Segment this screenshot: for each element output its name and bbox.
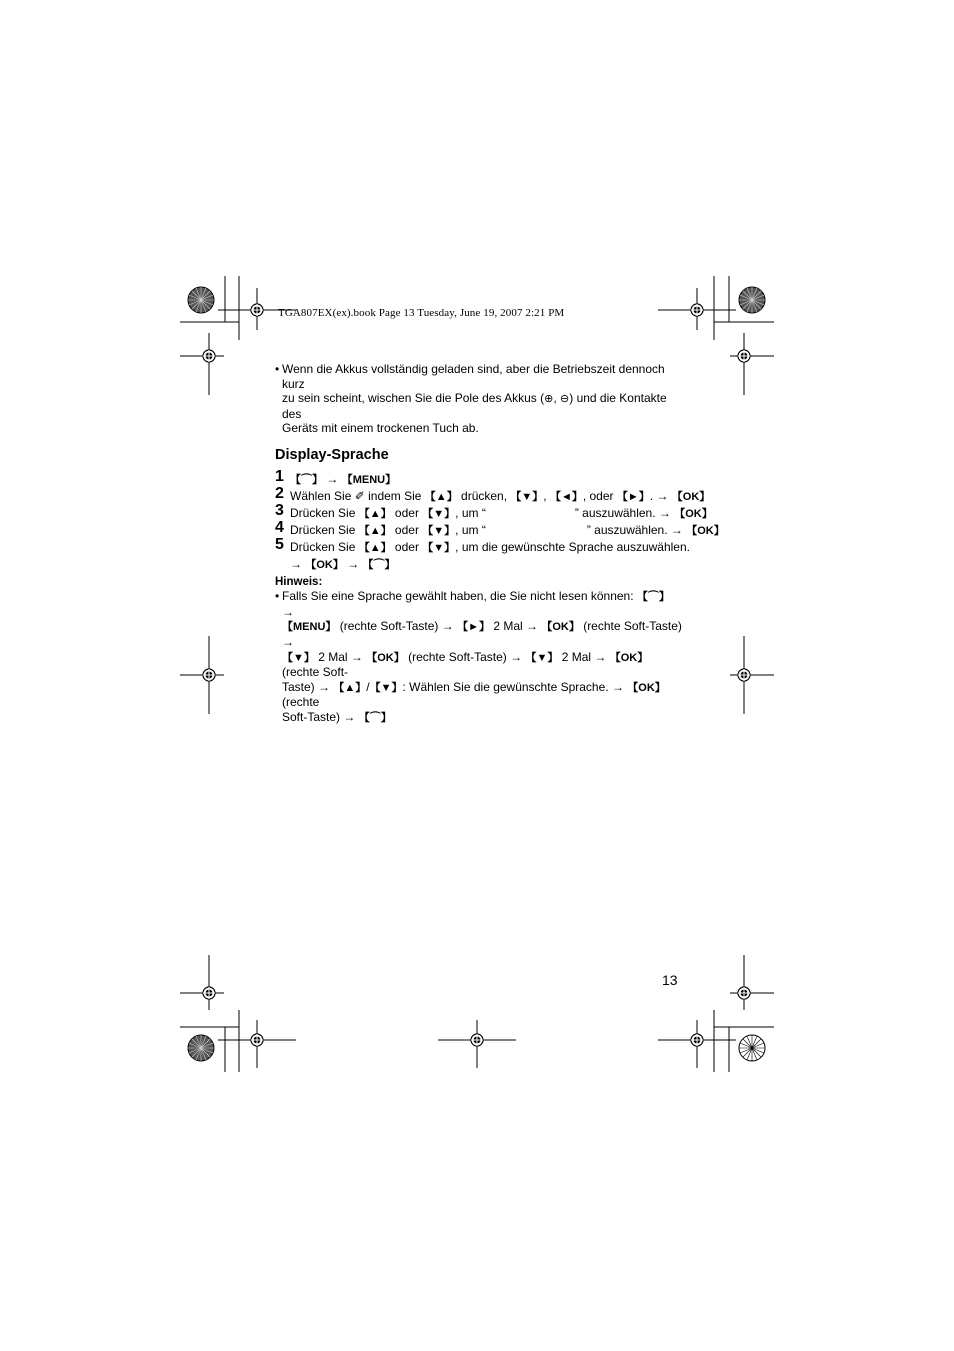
key-label: 【 [358, 507, 370, 520]
text-run: ) und die Kontakte des [282, 391, 667, 421]
key-label: 】 [325, 621, 337, 634]
ok-key: OK [638, 681, 655, 694]
arrow-icon: → [594, 649, 607, 664]
up-key: ▲ [344, 681, 356, 694]
key-label: 】 [701, 507, 713, 520]
arrow-icon: → [658, 505, 671, 520]
text-run: (rechte Soft- [282, 665, 349, 680]
text-run: Drücken Sie [290, 539, 359, 554]
key-label: 【 [369, 681, 381, 694]
key-label: 】 [446, 490, 458, 503]
key-label: 【 [362, 558, 374, 571]
step-2 [275, 484, 711, 505]
right-key: ► [468, 621, 479, 634]
arrow-icon: → [347, 556, 360, 571]
menu-key: MENU [293, 621, 326, 634]
key-label: 【 [424, 490, 436, 503]
key-label: 【 [525, 651, 537, 664]
text-run: (rechte [282, 695, 320, 710]
arrow-icon: → [670, 522, 683, 537]
up-key: ▲ [369, 524, 381, 537]
down-key: ▼ [293, 651, 304, 664]
key-label: 】 [380, 711, 392, 724]
text-run: Taste) [282, 679, 319, 694]
page-number: 13 [662, 972, 678, 988]
arrow-icon: → [343, 709, 356, 724]
text-run: : Wählen Sie die gewünschte Sprache. [402, 679, 612, 694]
key-label: 【 [616, 490, 628, 503]
step-1 [275, 467, 685, 488]
arrow-icon: → [441, 619, 454, 634]
text-run: , [553, 391, 561, 406]
ok-key: OK [697, 524, 714, 537]
key-label: 【 [305, 558, 317, 571]
text-run: 4 [275, 518, 284, 536]
section-title: Display-Sprache [275, 446, 389, 463]
arrow-icon: → [350, 649, 363, 664]
key-label: 】 [532, 490, 544, 503]
down-key: ▼ [433, 507, 445, 520]
key-label: 】 [384, 558, 396, 571]
key-label: 】 [568, 621, 580, 634]
text-run: oder [391, 522, 423, 537]
text-run: (rechte Soft-Taste) [404, 649, 511, 664]
text-run: (rechte Soft-Taste) [579, 619, 682, 634]
key-label: 】 [547, 651, 559, 664]
ok-key: OK [377, 651, 394, 664]
settings-icon: ✐ [354, 488, 365, 503]
ok-key: OK [620, 651, 638, 664]
text-run: indem Sie [364, 488, 425, 503]
text-run: , um “ [455, 522, 486, 537]
key-label: 【 [282, 621, 293, 634]
key-label: 】 [312, 473, 323, 486]
key-label: 【 [636, 591, 648, 604]
text-run: 2 Mal [490, 619, 527, 634]
key-label: 】 [713, 524, 725, 537]
key-label: 【 [358, 524, 370, 537]
key-label: 】 [638, 490, 650, 503]
text-run: drücken, [457, 488, 511, 503]
up-key: ▲ [369, 541, 381, 554]
text-run: ” auszuwählen. [586, 522, 671, 537]
key-label: 】 [444, 524, 456, 537]
key-label: 【 [674, 507, 686, 520]
down-key: ▼ [380, 681, 392, 694]
key-label: 【 [549, 490, 561, 503]
key-label: 【 [290, 473, 301, 486]
text-run: , um “ [455, 505, 486, 520]
key-label: 【 [341, 473, 353, 486]
key-label: 】 [479, 621, 490, 634]
key-label: 【 [541, 621, 553, 634]
key-label: 【 [422, 541, 434, 554]
hint-bullet: • Falls Sie eine Sprache gewählt haben, die Sie nicht lesen können: 【⌒】 → 【MENU】 (rechte Soft-Taste) → 【►】 2 Mal → 【OK】 (rechte Soft-Taste) → 【▼】 2 Mal → 【OK】 (rechte Soft-Taste) → 【▼】 2 Mal → 【OK】 (rechte Soft- Taste) → 【▲】/【▼】: Wählen Sie die gewünschte Sprache. → 【OK】 (rechte Soft-Taste) → 【⌒】 [275, 589, 685, 725]
arrow-icon: → [290, 556, 302, 571]
step-4 [275, 518, 725, 539]
key-label: 】 [637, 651, 649, 664]
text-run: oder [391, 505, 423, 520]
phone-off-icon: ⌒ [369, 711, 381, 724]
step-3 [275, 501, 713, 522]
key-label: 】 [571, 490, 583, 503]
text-run: Wählen Sie [290, 488, 355, 503]
right-key: ► [627, 490, 639, 503]
step-5 [275, 535, 690, 573]
ok-key: OK [682, 490, 700, 503]
key-label: 】 [355, 681, 367, 694]
key-label: 【 [358, 711, 370, 724]
arrow-icon: → [282, 634, 294, 649]
key-label: 【 [333, 681, 345, 694]
key-label: 】 [380, 524, 392, 537]
arrow-icon: → [510, 649, 523, 664]
key-label: 】 [380, 507, 392, 520]
key-label: 】 [393, 651, 405, 664]
text-run: Falls Sie eine Sprache gewählt haben, die Sie nicht lesen können: [282, 589, 637, 604]
phone-off-icon: ⌒ [373, 558, 385, 571]
key-label: 】 [699, 490, 711, 503]
print-header: TGA807EX(ex).book Page 13 Tuesday, June 19, 2007 2:21 PM [278, 307, 565, 319]
text-run: 2 [275, 484, 284, 502]
text-run: Geräts mit einem trockenen Tuch ab. [282, 421, 479, 436]
key-label: 【 [510, 490, 522, 503]
key-label: 【 [457, 621, 469, 634]
up-key: ▲ [369, 507, 381, 520]
left-key: ◄ [560, 490, 572, 503]
text-run: ” auszuwählen. [574, 505, 659, 520]
ok-key: OK [685, 507, 702, 520]
arrow-icon: → [318, 679, 331, 694]
text-run: Drücken Sie [290, 505, 359, 520]
phone-off-icon: ⌒ [647, 591, 659, 604]
down-key: ▼ [536, 651, 548, 664]
key-label: 【 [671, 490, 683, 503]
text-run: 2 Mal [314, 649, 351, 664]
text-run: zu sein scheint, wischen Sie die Pole des Akkus ( [282, 391, 545, 406]
key-label: 】 [658, 591, 670, 604]
key-label: 】 [303, 651, 315, 664]
down-key: ▼ [521, 490, 533, 503]
key-label: 【 [422, 524, 434, 537]
up-key: ▲ [435, 490, 447, 503]
text-run: 1 [275, 467, 284, 485]
key-label: 【 [422, 507, 434, 520]
down-key: ▼ [433, 524, 445, 537]
key-label: 【 [609, 651, 621, 664]
key-label: 】 [391, 681, 403, 694]
text-run: , oder [582, 488, 617, 503]
text-run: . [649, 488, 657, 503]
key-label: 【 [358, 541, 370, 554]
key-label: 【 [627, 681, 639, 694]
arrow-icon: → [611, 679, 624, 694]
page-content [275, 362, 725, 726]
menu-key: MENU [352, 473, 386, 486]
ok-key: OK [552, 621, 569, 634]
intro-bullet [275, 362, 685, 436]
text-run: Soft-Taste) [282, 709, 344, 724]
hint-title: Hinweis: [275, 575, 323, 588]
text-run: Drücken Sie [290, 522, 359, 537]
key-label: 】 [654, 681, 666, 694]
text-run: 3 [275, 501, 284, 519]
text-run: 2 Mal [558, 649, 595, 664]
arrow-icon: → [526, 619, 539, 634]
text-run: oder [391, 539, 423, 554]
key-label: 】 [380, 541, 392, 554]
key-label: 【 [282, 651, 293, 664]
text-run: (rechte Soft-Taste) [336, 619, 442, 634]
minus-icon: ⊖ [560, 393, 570, 406]
key-label: 【 [686, 524, 698, 537]
phone-off-icon: ⌒ [301, 473, 312, 486]
key-label: 】 [444, 541, 456, 554]
arrow-icon: → [326, 471, 339, 486]
key-label: 】 [332, 558, 344, 571]
text-run: 5 [275, 535, 284, 553]
text-run: , um die gewünschte Sprache auszuwählen. [455, 539, 690, 554]
down-key: ▼ [433, 541, 445, 554]
arrow-icon: → [656, 488, 669, 503]
text-run: Wenn die Akkus vollständig geladen sind, aber die Betriebszeit dennoch kurz [282, 362, 665, 391]
ok-key: OK [316, 558, 333, 571]
text-run: , [543, 488, 550, 503]
key-label: 【 [366, 651, 378, 664]
key-label: 】 [385, 473, 397, 486]
plus-icon: ⊕ [544, 393, 554, 406]
key-label: 】 [444, 507, 456, 520]
arrow-icon: → [282, 604, 294, 619]
